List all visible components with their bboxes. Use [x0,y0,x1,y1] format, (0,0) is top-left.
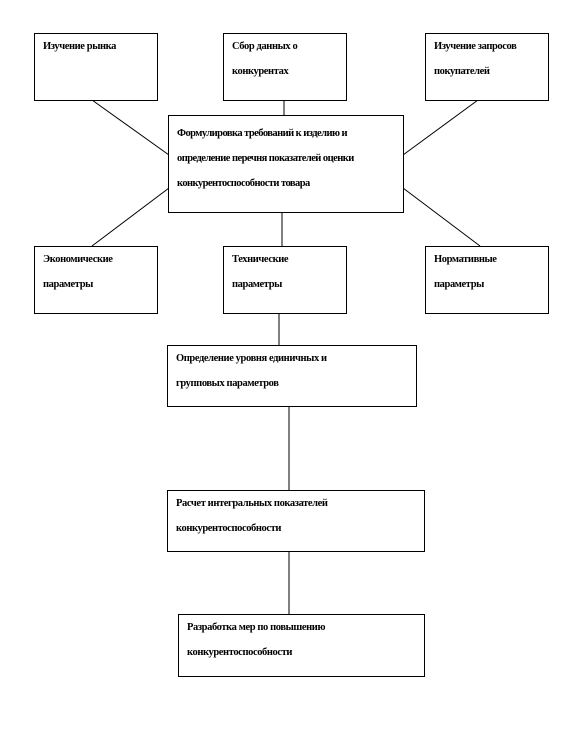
node-improvement-measures: Разработка мер по повышению конкурентоспособности [178,614,425,677]
edge-buyers-to-requirements [403,100,478,155]
node-buyer-requests: Изучение запросов покупателей [425,33,549,101]
node-normative-params: Нормативные параметры [425,246,549,314]
edge-requirements-to-normative [403,188,480,246]
node-technical-params: Технические параметры [223,246,347,314]
node-economic-params: Экономические параметры [34,246,158,314]
edge-requirements-to-economic [92,188,169,246]
node-requirements: Формулировка требований к изделию и определение перечня показателей оценки конкурентоспособности товара [168,115,404,213]
node-competitor-data: Сбор данных о конкурентах [223,33,347,101]
node-integral-indicators: Расчет интегральных показателей конкурентоспособности [167,490,425,552]
node-unit-group-params: Определение уровня единичных и групповых параметров [167,345,417,407]
node-market-study: Изучение рынка [34,33,158,101]
edge-market-to-requirements [92,100,169,155]
